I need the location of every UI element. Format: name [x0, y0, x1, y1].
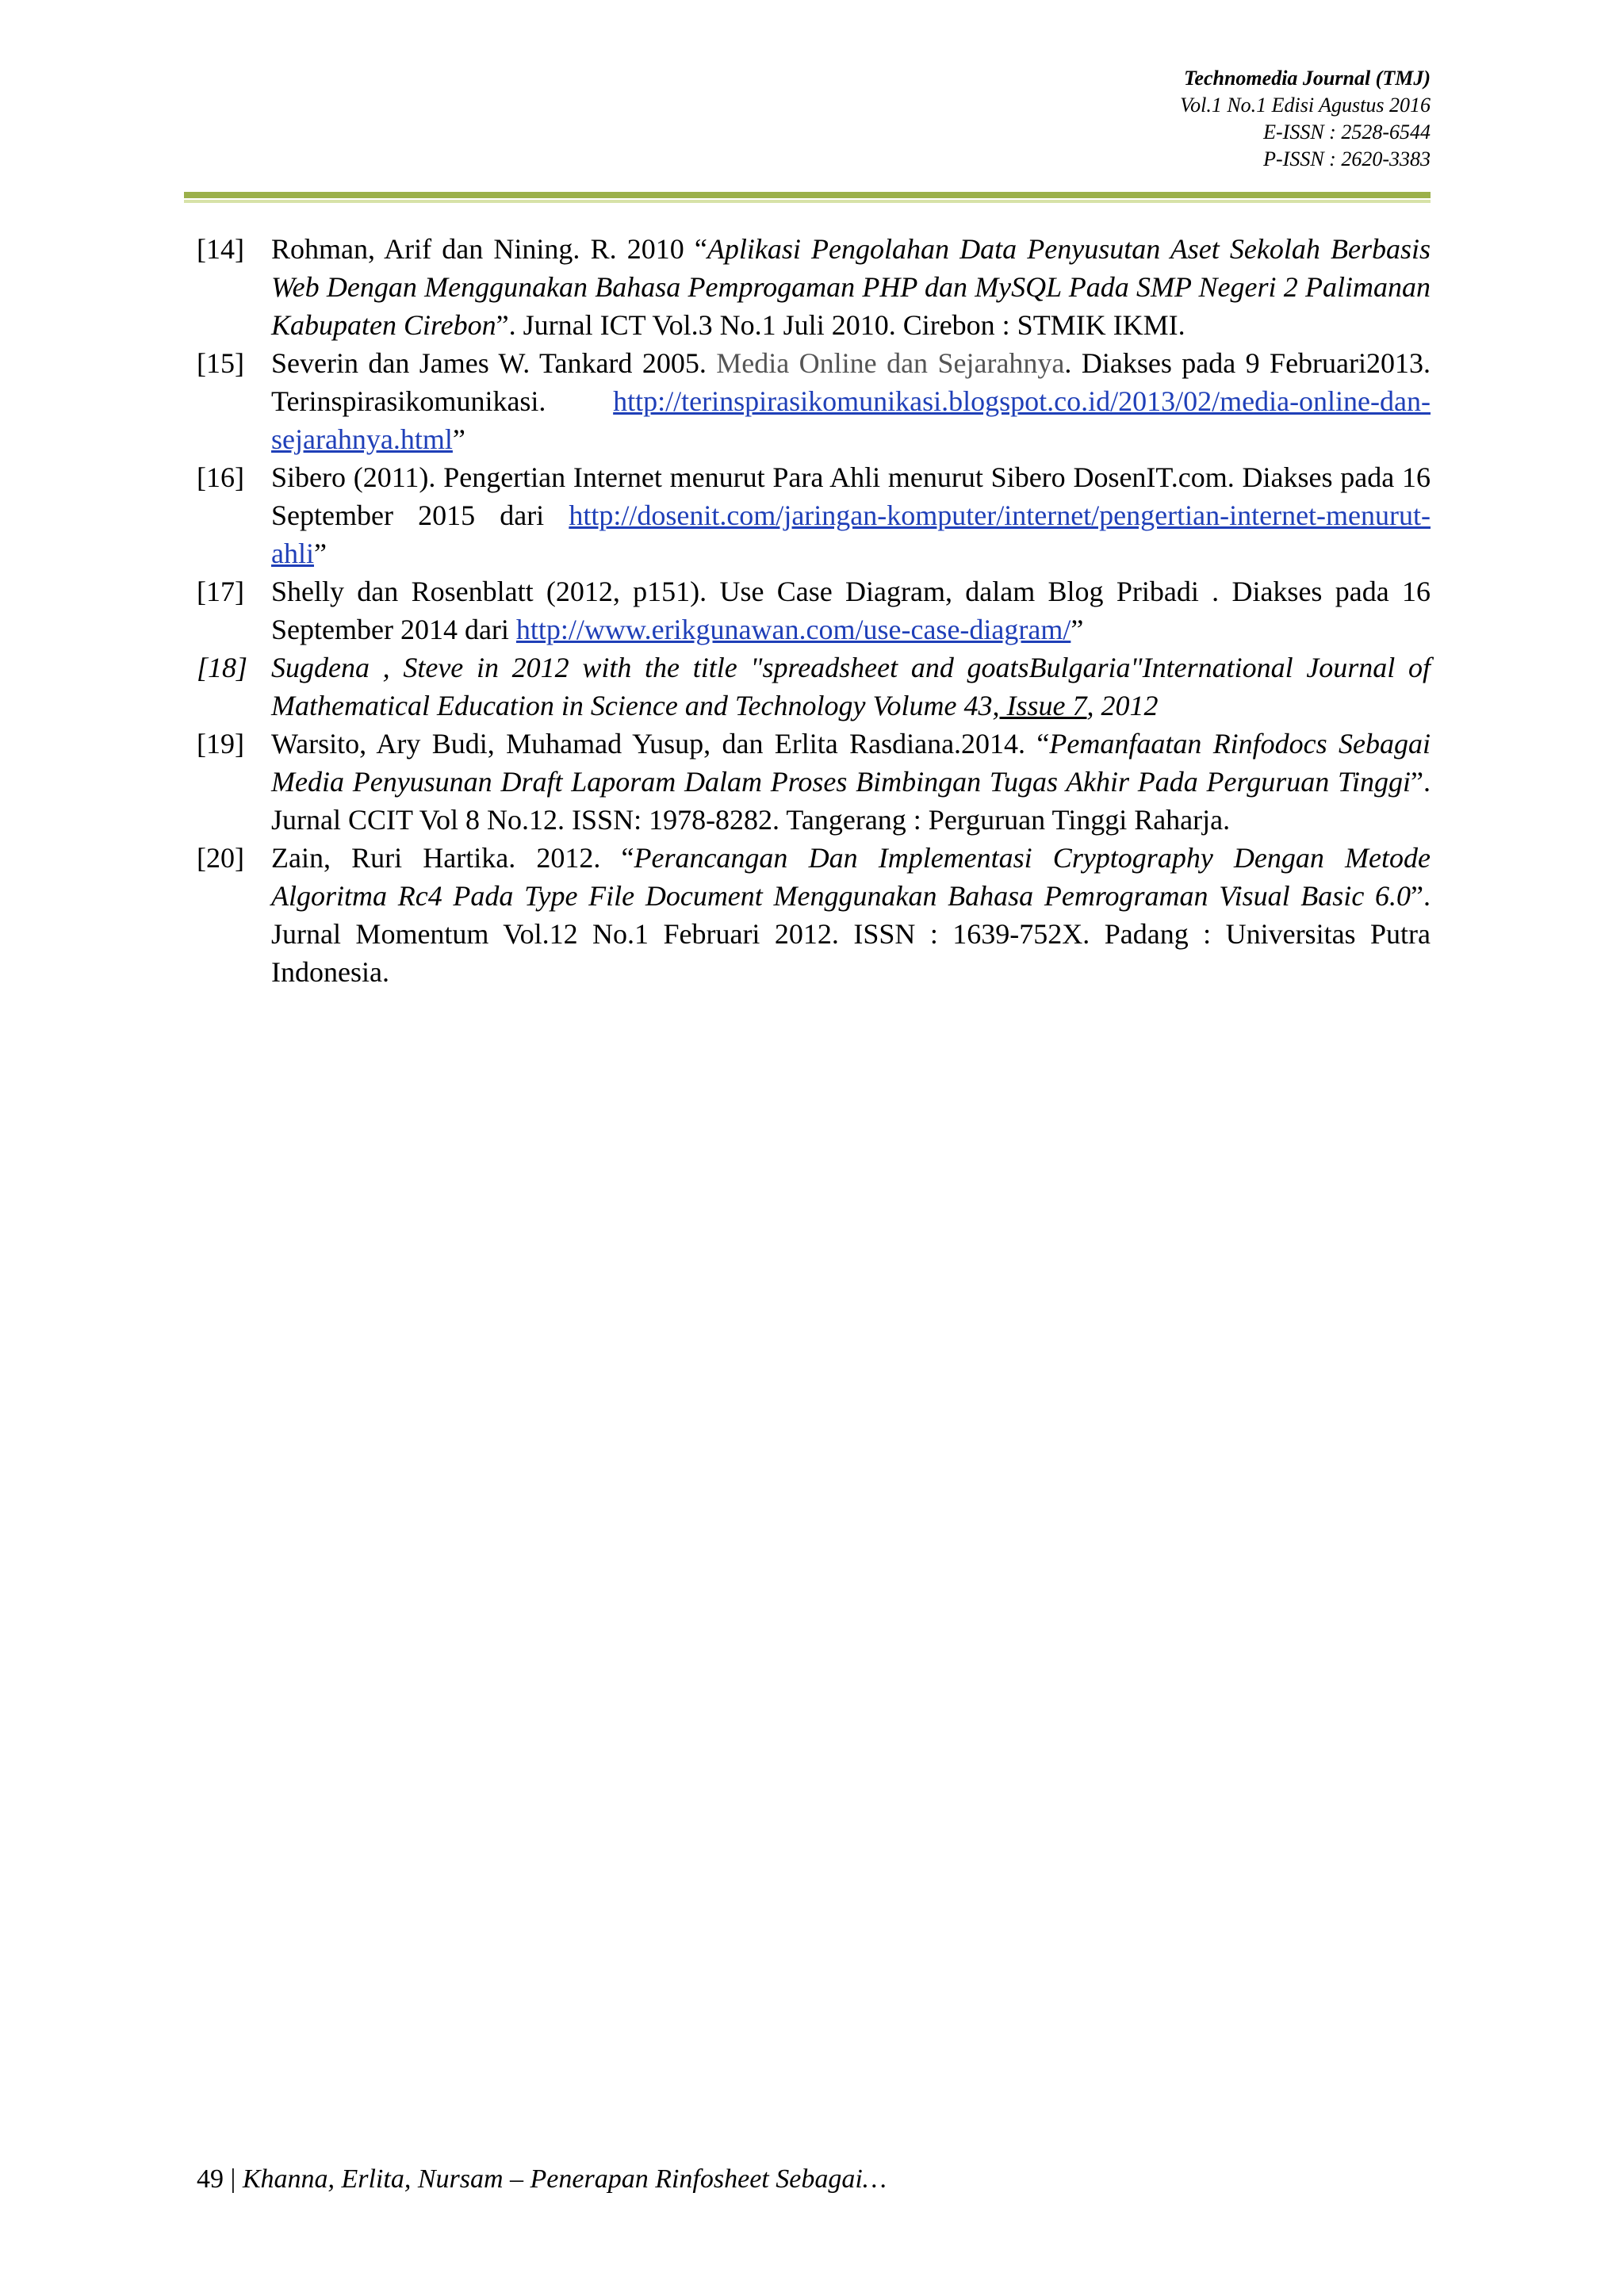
page-footer	[197, 2164, 887, 2195]
reference-text	[271, 230, 1431, 344]
reference-authors: Rohman, Arif dan Nining. R. 2010 “	[271, 233, 707, 265]
header-rule	[184, 192, 1431, 198]
journal-header	[1180, 65, 1431, 173]
journal-pissn: P-ISSN : 2620-3383	[1263, 147, 1431, 170]
reference-title: Pemanfaatan Rinfodocs Sebagai Media Penyusunan Draft Laporam Dalam Proses Bimbingan Tugas Akhir Pada Perguruan Tinggi	[271, 728, 1431, 798]
reference-15	[197, 344, 1431, 458]
reference-source: . Diakses pada 9 Februari2013. Terinspirasikomunikasi.	[271, 347, 1431, 417]
reference-text	[271, 649, 1431, 725]
reference-issue: Issue 7	[999, 690, 1087, 721]
reference-authors: Severin dan James W. Tankard 2005.	[271, 347, 717, 379]
closing-quote: ”	[1071, 614, 1084, 645]
reference-source: ”. Jurnal Momentum Vol.12 No.1 Februari 2012. ISSN : 1639-752X. Padang : Universitas Putra Indonesia.	[271, 880, 1431, 988]
header-rule-shadow	[184, 200, 1431, 203]
reference-link[interactable]: http://dosenit.com/jaringan-komputer/internet/pengertian-internet-menurut-ahli	[271, 499, 1431, 569]
reference-16	[197, 458, 1431, 572]
reference-19	[197, 725, 1431, 839]
reference-20	[197, 839, 1431, 991]
reference-link[interactable]: http://www.erikgunawan.com/use-case-diagram/	[515, 614, 1071, 645]
reference-year: , 2012	[1086, 690, 1159, 721]
reference-text	[271, 839, 1431, 991]
reference-14	[197, 230, 1431, 344]
journal-eissn: E-ISSN : 2528-6544	[1263, 121, 1431, 144]
reference-number: [15]	[197, 347, 244, 379]
reference-source: ”. Jurnal ICT Vol.3 No.1 Juli 2010. Cirebon : STMIK IKMI.	[496, 309, 1185, 341]
reference-authors: Sugdena , Steve in 2012 with the title "spreadsheet and goatsBulgaria"International Journal of Mathematical Education in Science and Technology Volume 43,	[271, 652, 1431, 721]
reference-title: Aplikasi Pengolahan Data Penyusutan Aset Sekolah Berbasis Web Dengan Menggunakan Bahasa Pemprogaman PHP dan MySQL Pada SMP Negeri 2 Palimanan Kabupaten Cirebon	[271, 233, 1431, 341]
reference-list	[197, 230, 1431, 991]
reference-number: [14]	[197, 233, 244, 265]
reference-authors: Zain, Ruri Hartika. 2012. “	[271, 842, 634, 874]
reference-number: [19]	[197, 728, 244, 760]
reference-number: [18]	[197, 652, 248, 683]
page-number: 49 |	[197, 2164, 243, 2194]
reference-18	[197, 649, 1431, 725]
reference-source: ”. Jurnal CCIT Vol 8 No.12. ISSN: 1978-8282. Tangerang : Perguruan Tinggi Raharja.	[271, 766, 1431, 836]
reference-authors: Sibero (2011). Pengertian Internet menurut Para Ahli menurut Sibero DosenIT.com. Diakses pada 16 September 2015 dari	[271, 461, 1431, 531]
footer-title: Khanna, Erlita, Nursam – Penerapan Rinfosheet Sebagai…	[242, 2164, 887, 2194]
reference-title: Media Online dan Sejarahnya	[716, 347, 1065, 379]
reference-text	[271, 725, 1431, 839]
closing-quote: ”	[313, 538, 327, 569]
reference-title: Perancangan Dan Implementasi Cryptography Dengan Metode Algoritma Rc4 Pada Type File Document Menggunakan Bahasa Pemrograman Visual Basic 6.0	[271, 842, 1431, 912]
reference-text	[271, 344, 1431, 458]
reference-text	[271, 572, 1431, 649]
closing-quote: ”	[452, 423, 465, 455]
reference-text	[271, 458, 1431, 572]
reference-number: [17]	[197, 576, 244, 607]
journal-volume: Vol.1 No.1 Edisi Agustus 2016	[1180, 94, 1431, 117]
reference-number: [20]	[197, 842, 244, 874]
reference-authors: Shelly dan Rosenblatt (2012, p151). Use Case Diagram, dalam Blog Pribadi . Diakses pada 16 September 2014 dari	[271, 576, 1431, 645]
reference-authors: Warsito, Ary Budi, Muhamad Yusup, dan Erlita Rasdiana.2014. “	[271, 728, 1050, 760]
reference-link[interactable]: http://terinspirasikomunikasi.blogspot.co.id/2013/02/media-online-dan-sejarahnya.html	[271, 385, 1431, 455]
journal-title: Technomedia Journal (TMJ)	[1183, 67, 1431, 90]
reference-number: [16]	[197, 461, 244, 493]
reference-17	[197, 572, 1431, 649]
